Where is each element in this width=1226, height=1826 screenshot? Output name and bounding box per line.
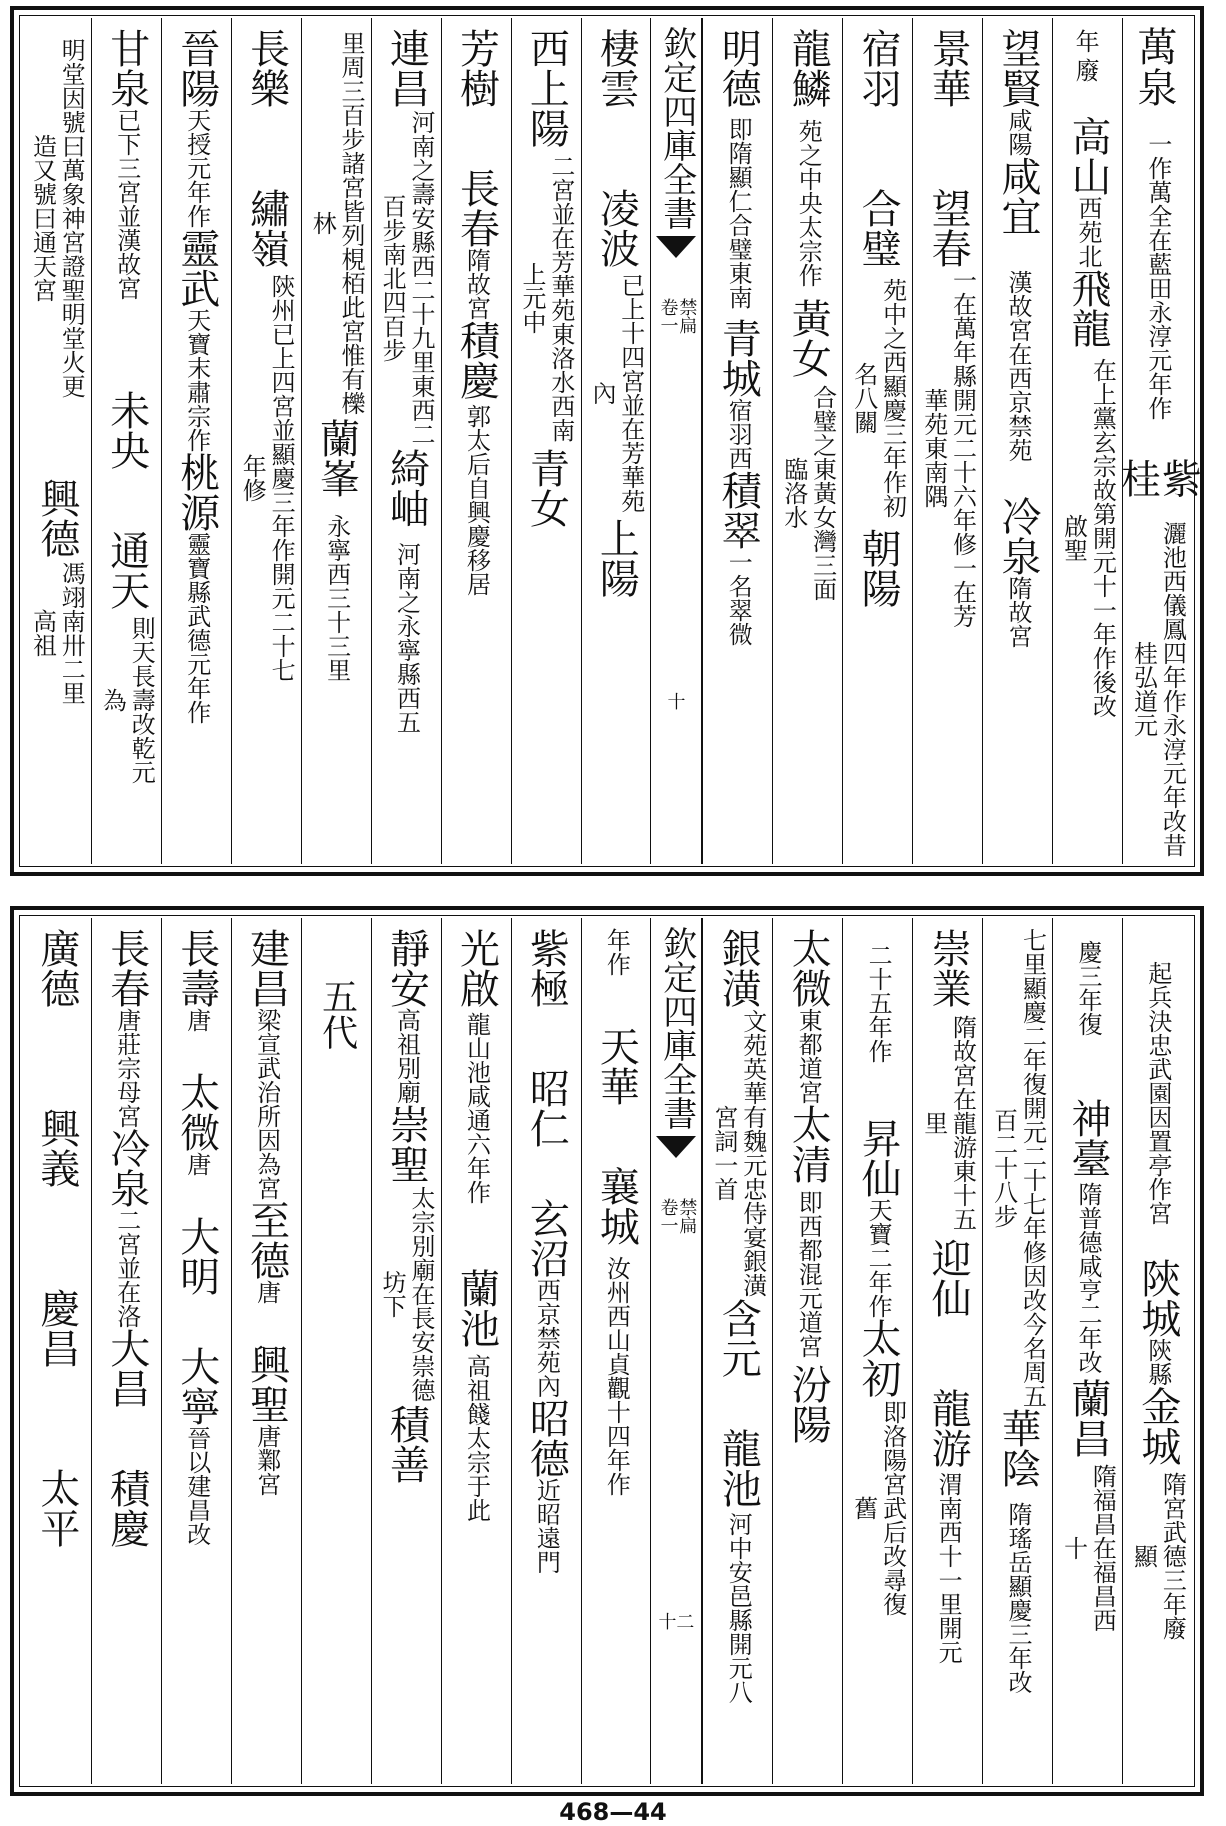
column (91, 18, 161, 864)
entry-name: 紫桂 (1114, 458, 1202, 499)
entry-name: 望春 (925, 188, 972, 268)
column (301, 18, 371, 864)
entry-name: 昇仙 (855, 1118, 902, 1198)
entry-name: 太初 (855, 1318, 902, 1398)
entry-name: 高山 (1064, 115, 1111, 196)
entry-name: 凌波 (593, 188, 640, 268)
entry-name: 紫極 (523, 928, 570, 1008)
entry-name: 上陽 (593, 518, 640, 598)
entry-name: 崇業 (925, 928, 972, 1008)
entry-name: 青女 (523, 448, 570, 528)
entry-name: 冷泉 (995, 496, 1042, 576)
entry-name: 望賢 (995, 28, 1042, 108)
entry-name: 華陰 (995, 1408, 1042, 1488)
annotation: 高祖餞太宗于此 (462, 1354, 491, 1522)
annotation: 天寶末肅宗作 (182, 308, 211, 452)
annotation: 陝縣 (1143, 1338, 1172, 1386)
annotation: 里周三百步諸宮皆列梘栢此宮惟有櫟林 (308, 31, 366, 415)
annotation: 廢 (1075, 56, 1100, 85)
annotation: 渭南西十一里開元 (934, 1472, 963, 1664)
entry-name: 昭仁 (523, 1068, 570, 1148)
entry-name: 積翠 (715, 470, 762, 550)
volume-label (658, 298, 696, 334)
annotation: 已下三宮並漢故宮 (112, 108, 141, 300)
annotation: 隋福昌在福昌西十 (1059, 1464, 1117, 1632)
annotation: 宿羽西 (724, 398, 753, 470)
entry-name: 興義 (33, 1108, 80, 1188)
annotation: 郭太后自興慶移居 (462, 404, 491, 596)
page-footer-number: 468—44 (559, 1798, 667, 1826)
annotation: 太宗別廟在長安崇德坊下 (378, 1186, 435, 1402)
column (231, 918, 301, 1784)
entry-name: 天華 (593, 1026, 640, 1106)
fishtail-mark-icon (656, 236, 696, 258)
section-label: 禁扁 (676, 1198, 698, 1234)
annotation: 馮翊南卅二里高祖 (28, 561, 86, 705)
annotation: 一作萬全在藍田永淳元年作 (1143, 132, 1172, 421)
entry-name: 龍池 (715, 1428, 762, 1508)
annotation: 隋故宮 (1004, 576, 1033, 648)
entry-name: 西上陽 (523, 28, 570, 148)
annotation: 苑中之西顯慶三年作初名八關 (849, 278, 907, 518)
entry-name: 昭德 (523, 1398, 570, 1478)
entry-name: 玄沼 (523, 1198, 570, 1278)
annotation: 天寶二年作 (864, 1198, 893, 1318)
entry-name: 襄城 (593, 1166, 640, 1246)
annotation: 明堂因號曰萬象神宮證聖明堂火更造又號曰通天宮 (28, 38, 86, 398)
volume-label (658, 1198, 696, 1234)
volume-number: 卷一 (657, 1198, 679, 1234)
book-title: 欽定四庫全書 (656, 26, 697, 230)
entry-name: 明德 (715, 28, 762, 108)
entry-name: 廣德 (33, 928, 80, 1008)
column (301, 918, 371, 1784)
entry-name: 通天 (103, 530, 150, 610)
annotation: 唐 (252, 1280, 281, 1304)
annotation: 梁宣武治所因為宮 (252, 1008, 281, 1200)
column (91, 918, 161, 1784)
annotation: 河南之永寧縣西五 (392, 542, 421, 734)
annotation: 已上十四宮並在芳華苑內 (587, 273, 645, 513)
entry-name: 飛龍 (1064, 267, 1111, 348)
entry-name: 興德 (33, 478, 80, 558)
entry-name: 蘭峯 (313, 418, 360, 498)
column (1122, 918, 1192, 1784)
entry-name: 連昌 (383, 28, 430, 108)
entry-name: 太微 (785, 928, 832, 1008)
entry-name: 汾陽 (785, 1364, 832, 1444)
fold-spine (650, 918, 702, 1784)
page-number: 十 (667, 692, 686, 713)
entry-name: 咸宜 (995, 156, 1042, 236)
dynasty-heading: 五代 (316, 978, 358, 1050)
column (982, 18, 1052, 864)
column (1052, 18, 1122, 864)
annotation: 西京禁苑內 (532, 1278, 561, 1398)
annotation: 灑池西儀鳳四年作永淳元年改昔桂弘道元 (1129, 520, 1187, 857)
annotation: 即西都混元道宮 (794, 1190, 823, 1358)
entry-name: 長壽 (173, 928, 220, 1008)
annotation: 西苑北 (1073, 195, 1102, 268)
column (22, 918, 91, 1784)
annotation: 永寧西三十三里 (322, 514, 351, 682)
volume-number: 卷一 (657, 298, 679, 334)
annotation: 二宮並在芳華苑東洛水西南上元中 (518, 154, 575, 442)
annotation: 七里顯慶二年復開元二十七年修因改今名周五百二十八步 (989, 928, 1047, 1408)
annotation: 高祖別廟 (392, 1008, 421, 1104)
column (511, 918, 581, 1784)
lower-text-columns (22, 918, 1192, 1784)
column (371, 918, 441, 1784)
column (581, 18, 651, 864)
entry-name: 青城 (715, 318, 762, 398)
section-label: 禁扁 (676, 298, 698, 334)
entry-name: 建昌 (243, 928, 290, 1008)
column (702, 918, 772, 1784)
book-title: 欽定四庫全書 (656, 926, 697, 1130)
entry-name: 景華 (925, 28, 972, 108)
annotation: 年 (1075, 28, 1100, 56)
entry-name: 至德 (243, 1200, 290, 1280)
entry-name: 甘泉 (103, 28, 150, 108)
column (371, 18, 441, 864)
entry-name: 大昌 (103, 1328, 150, 1408)
annotation: 咸陽 (1004, 108, 1033, 156)
entry-name: 合璧 (855, 188, 902, 268)
entry-name: 綺岫 (383, 448, 430, 528)
column (1052, 918, 1122, 1784)
annotation: 唐莊宗母宮 (112, 1008, 141, 1128)
annotation: 隋故宮 (462, 248, 491, 320)
entry-name: 萬泉 (1137, 25, 1178, 112)
entry-name: 宿羽 (855, 28, 902, 108)
entry-name: 龍鱗 (785, 28, 832, 108)
annotation: 晉以建昌改 (182, 1426, 211, 1546)
entry-name: 太清 (785, 1104, 832, 1184)
entry-name: 大明 (173, 1216, 220, 1296)
entry-name: 長春 (103, 928, 150, 1008)
entry-name: 蘭昌 (1064, 1378, 1111, 1458)
annotation: 近昭遠門 (532, 1478, 561, 1574)
annotation: 唐 (182, 1152, 211, 1176)
entry-name: 迎仙 (925, 1238, 972, 1318)
annotation: 二宮並在洛 (112, 1208, 141, 1328)
lower-page (10, 906, 1204, 1796)
entry-name: 靈武 (173, 228, 220, 308)
column (161, 918, 231, 1784)
fishtail-mark-icon (656, 1136, 696, 1158)
entry-name: 繡嶺 (243, 188, 290, 268)
annotation: 起兵決忠武園因置亭作宮 (1143, 961, 1172, 1225)
annotation: 隋故宮在龍游東十五里 (919, 1015, 977, 1231)
annotation: 文苑英華有魏元忠侍宴銀潢宮詞一首 (709, 1009, 767, 1297)
entry-name: 太微 (173, 1072, 220, 1152)
annotation: 苑之中央太宗作 (794, 119, 823, 287)
annotation: 一在萬年縣開元二十六年修一在芳華苑東南隅 (919, 268, 977, 628)
annotation: 河南之壽安縣西二十九里東西二百步南北四百步 (378, 110, 435, 446)
annotation: 隋普德咸亨二年改 (1073, 1182, 1102, 1374)
column (912, 918, 982, 1784)
column (842, 918, 912, 1784)
entry-name: 黃女 (785, 298, 832, 378)
fold-spine (650, 18, 702, 864)
annotation: 即隋顯仁合璧東南 (724, 117, 753, 309)
annotation: 慶三年復 (1073, 940, 1102, 1036)
entry-name: 棲雲 (593, 28, 640, 108)
annotation: 二十五年作 (864, 943, 893, 1063)
entry-name: 冷泉 (103, 1128, 150, 1208)
column (22, 18, 91, 864)
upper-text-columns (22, 18, 1202, 864)
annotation: 天授元年作 (182, 108, 211, 228)
upper-page (10, 6, 1204, 876)
entry-name: 興聖 (243, 1344, 290, 1424)
entry-name: 長樂 (243, 28, 290, 108)
annotation: 龍山池咸通六年作 (462, 1012, 491, 1204)
entry-name: 未央 (103, 390, 150, 470)
annotation: 陝州已上四宮並顯慶三年作開元二十七年修 (238, 274, 296, 682)
annotation: 唐 (182, 1008, 211, 1032)
annotation: 隋瑤岳顯慶三年改 (1004, 1502, 1033, 1694)
column (441, 18, 511, 864)
entry-name: 陝城 (1134, 1258, 1181, 1338)
column (982, 918, 1052, 1784)
entry-name: 龍游 (925, 1388, 972, 1468)
annotation: 東都道宮 (794, 1008, 823, 1104)
annotation: 河中安邑縣開元八 (724, 1512, 753, 1704)
annotation: 唐鄴宮 (252, 1424, 281, 1496)
annotation: 汝州西山貞觀十四年作 (602, 1256, 631, 1496)
column (581, 918, 651, 1784)
annotation: 漢故宮在西京禁苑 (1004, 270, 1033, 462)
column (772, 18, 842, 864)
annotation: 即洛陽宮武后改尋復舊 (849, 1400, 907, 1616)
entry-name: 崇聖 (383, 1104, 430, 1184)
entry-name: 桃源 (173, 452, 220, 532)
annotation: 隋宮武德三年廢顯 (1129, 1472, 1187, 1640)
entry-name: 朝陽 (855, 528, 902, 608)
page-number: 十二 (658, 1612, 695, 1633)
column (231, 18, 301, 864)
annotation: 年作 (602, 928, 631, 976)
entry-name: 蘭池 (453, 1268, 500, 1348)
entry-name: 銀潢 (715, 928, 762, 1008)
annotation: 靈寶縣武德元年作 (182, 532, 211, 724)
entry-name: 積慶 (103, 1468, 150, 1548)
entry-name: 靜安 (383, 928, 430, 1008)
column (702, 18, 772, 864)
column (772, 918, 842, 1784)
entry-name: 晉陽 (173, 28, 220, 108)
entry-name: 大寧 (173, 1346, 220, 1426)
entry-name: 光啟 (453, 928, 500, 1008)
annotation: 合璧之東黃女灣三面臨洛水 (779, 385, 837, 601)
entry-name: 金城 (1134, 1386, 1181, 1466)
column (161, 18, 231, 864)
entry-name: 慶昌 (33, 1288, 80, 1368)
entry-name: 積善 (383, 1404, 430, 1484)
annotation: 一名翠微 (724, 550, 753, 646)
entry-name: 含元 (715, 1298, 762, 1378)
entry-name: 芳樹 (453, 28, 500, 108)
column (1114, 18, 1202, 864)
entry-name: 神臺 (1064, 1098, 1111, 1178)
column (842, 18, 912, 864)
annotation: 則天長壽改乾元為 (98, 616, 156, 784)
entry-name: 太平 (33, 1468, 80, 1548)
entry-name: 長春 (453, 168, 500, 248)
annotation: 在上黨玄宗故第開元十一年作後改啟聖 (1059, 357, 1117, 718)
column (912, 18, 982, 864)
entry-name: 積慶 (453, 320, 500, 400)
column (511, 18, 581, 864)
column (441, 918, 511, 1784)
